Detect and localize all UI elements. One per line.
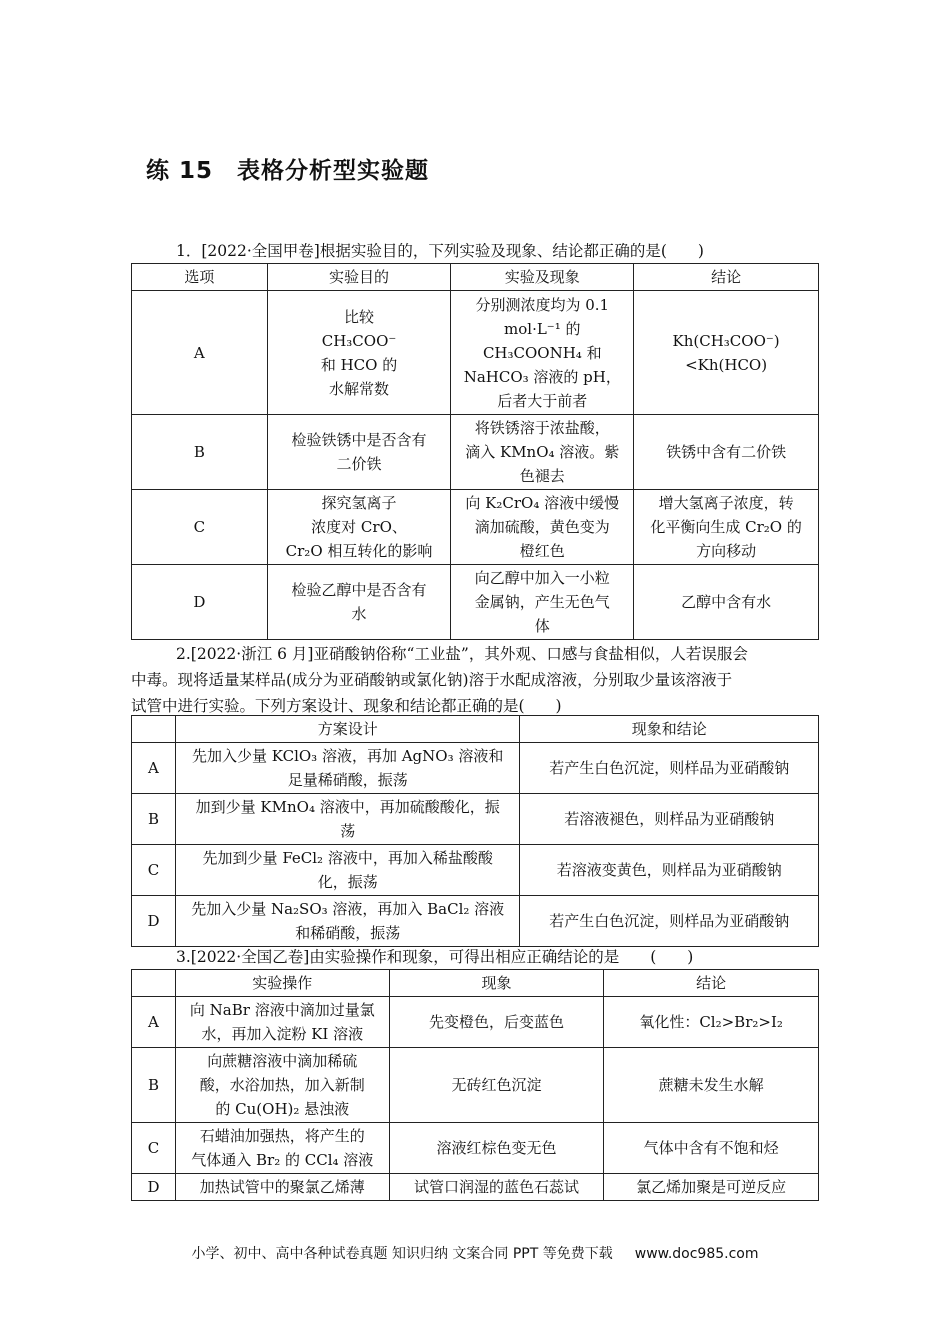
footer-text: 小学、初中、高中各种试卷真题 知识归纳 文案合同 PPT 等免费下载 [191,1246,613,1262]
table-row [132,845,819,896]
cell-line: 和稀硝酸，振荡 [295,924,401,942]
cell-line: CH₃COO⁻ [321,331,397,350]
result-cell: 若产生白色沉淀，则样品为亚硝酸钠 [520,896,819,947]
table-row [132,1174,819,1201]
cell-line: 滴加硫酸，黄色变为 [474,518,610,536]
cell-line: 酸，水浴加热，加入新制 [199,1076,365,1094]
conclusion-cell [634,565,819,640]
header-option: 选项 [132,264,268,291]
cell-line: 向蔗糖溶液中滴加稀硫 [207,1052,358,1070]
operation-cell [175,997,389,1048]
stem-line: 试管中进行实验。下列方案设计、现象和结论都正确的是( ) [131,697,562,715]
option-cell: A [132,743,176,794]
cell-line: 橙红色 [519,542,565,560]
cell-line: 浓度对 CrO、 [311,518,407,536]
header-purpose: 实验目的 [267,264,451,291]
result-cell: 若溶液褪色，则样品为亚硝酸钠 [520,794,819,845]
question-2-table [131,715,819,947]
cell-line: 气体通入 Br₂ 的 CCl₄ 溶液 [191,1151,374,1169]
table-row [132,490,819,565]
table-row [132,997,819,1048]
table-row [132,291,819,415]
stem-line: 中毒。现将适量某样品(成分为亚硝酸钠或氯化钠)溶于水配成溶液，分别取少量该溶液于 [131,671,733,689]
question-1-table [131,263,819,640]
question-2-stem [131,641,831,719]
cell-line: mol·L⁻¹ 的 [504,319,581,338]
operation-cell [175,1048,389,1123]
table-row [132,415,819,490]
cell-line: 向乙醇中加入一小粒 [474,569,610,587]
phenomenon-cell: 无砖红色沉淀 [389,1048,604,1123]
purpose-cell [267,490,451,565]
phenomenon-cell: 先变橙色，后变蓝色 [389,997,604,1048]
phenomenon-cell [451,565,634,640]
option-cell: C [132,1123,176,1174]
cell-line: 探究氢离子 [321,494,397,512]
cell-line: 后者大于前者 [497,391,588,410]
cell-line: 将铁锈溶于浓盐酸， [474,419,610,437]
cell-line: 和 HCO 的 [320,355,398,374]
table-row [132,565,819,640]
option-cell: A [132,291,268,415]
cell-line: CH₃COONH₄ 和 [482,343,602,362]
cell-line: 向 NaBr 溶液中滴加过量氯 [189,1001,375,1019]
header-operation: 实验操作 [175,970,389,997]
purpose-cell [267,291,451,415]
cell-line: 石蜡油加强热，将产生的 [199,1127,365,1145]
cell-line: 水解常数 [329,379,390,398]
page-footer [0,1243,950,1263]
cell-line: Kh(CH₃COO⁻) [672,331,780,350]
cell-line: 分别测浓度均为 0.1 [475,295,610,314]
cell-line: 先加入少量 Na₂SO₃ 溶液，再加入 BaCl₂ 溶液 [191,900,505,918]
phenomenon-cell [451,415,634,490]
option-cell: B [132,1048,176,1123]
cell-line: 的 Cu(OH)₂ 悬浊液 [215,1100,350,1118]
footer-url: www.doc985.com [634,1246,759,1262]
cell-line: Cr₂O 相互转化的影响 [285,542,433,560]
cell-line: 水，再加入淀粉 KI 溶液 [201,1025,364,1043]
table-row [132,1123,819,1174]
cell-line: 比较 [344,307,375,326]
design-cell [175,794,519,845]
header-phenomenon: 现象 [389,970,604,997]
header-conclusion: 结论 [634,264,819,291]
table-row [132,743,819,794]
table-row [132,1048,819,1123]
cell-line: 乙醇中含有水 [681,593,772,611]
cell-line: 金属钠，产生无色气 [474,593,610,611]
option-cell: A [132,997,176,1048]
design-cell [175,743,519,794]
cell-line: 先加入少量 KClO₃ 溶液，再加 AgNO₃ 溶液和 [192,747,504,765]
cell-line: 体 [534,617,550,635]
design-cell [175,845,519,896]
header-phenomenon: 实验及现象 [451,264,634,291]
option-cell: B [132,794,176,845]
question-3-table [131,969,819,1201]
table-header-row [132,716,819,743]
conclusion-cell: 蔗糖未发生水解 [604,1048,819,1123]
cell-line: 足量稀硝酸，振荡 [287,771,408,789]
phenomenon-cell: 溶液红棕色变无色 [389,1123,604,1174]
conclusion-cell [634,415,819,490]
operation-cell [175,1174,389,1201]
result-cell: 若溶液变黄色，则样品为亚硝酸钠 [520,845,819,896]
cell-line: 化，振荡 [317,873,378,891]
option-cell: D [132,896,176,947]
header-conclusion: 结论 [604,970,819,997]
conclusion-cell [634,490,819,565]
option-cell: D [132,1174,176,1201]
option-cell: C [132,490,268,565]
result-cell: 若产生白色沉淀，则样品为亚硝酸钠 [520,743,819,794]
page-title: 练 15 表格分析型实验题 [146,158,430,184]
purpose-cell [267,565,451,640]
cell-line: 加到少量 KMnO₄ 溶液中，再加硫酸酸化，振 [195,798,500,816]
cell-line: 滴入 KMnO₄ 溶液。紫 [465,443,620,461]
phenomenon-cell: 试管口润湿的蓝色石蕊试 [389,1174,604,1201]
table-row [132,896,819,947]
conclusion-cell: 气体中含有不饱和烃 [604,1123,819,1174]
conclusion-cell: 氯乙烯加聚是可逆反应 [604,1174,819,1201]
header-option [132,970,176,997]
cell-line: NaHCO₃ 溶液的 pH， [463,367,621,386]
option-cell: D [132,565,268,640]
header-design: 方案设计 [175,716,519,743]
question-1-stem: 1．[2022·全国甲卷]根据实验目的，下列实验及现象、结论都正确的是( ) [176,242,704,260]
table-header-row [132,970,819,997]
cell-line: 检验铁锈中是否含有 [291,431,427,449]
table-row [132,794,819,845]
purpose-cell [267,415,451,490]
cell-line: 水 [351,605,367,623]
cell-line: 二价铁 [336,455,382,473]
cell-line: 向 K₂CrO₄ 溶液中缓慢 [465,494,620,512]
operation-cell [175,1123,389,1174]
cell-line: 先加到少量 FeCl₂ 溶液中，再加入稀盐酸酸 [202,849,493,867]
cell-line: 加热试管中的聚氯乙烯薄 [199,1178,365,1196]
cell-line: 化平衡向生成 Cr₂O 的 [650,518,802,536]
phenomenon-cell [451,291,634,415]
stem-line: 2.[2022·浙江 6 月]亚硝酸钠俗称“工业盐”，其外观、口感与食盐相似，人若误服会 [176,645,748,663]
option-cell: C [132,845,176,896]
cell-line: 色褪去 [519,467,565,485]
cell-line: 荡 [340,822,356,840]
cell-line: <Kh(HCO) [685,355,768,374]
phenomenon-cell [451,490,634,565]
conclusion-cell [634,291,819,415]
table-header-row [132,264,819,291]
cell-line: 铁锈中含有二价铁 [666,443,787,461]
cell-line: 增大氢离子浓度，转 [658,494,794,512]
cell-line: 方向移动 [696,542,757,560]
question-3-stem: 3.[2022·全国乙卷]由实验操作和现象，可得出相应正确结论的是 ( ) [176,948,694,966]
header-option [132,716,176,743]
cell-line: 检验乙醇中是否含有 [291,581,427,599]
conclusion-cell: 氧化性：Cl₂>Br₂>I₂ [604,997,819,1048]
header-result: 现象和结论 [520,716,819,743]
option-cell: B [132,415,268,490]
design-cell [175,896,519,947]
